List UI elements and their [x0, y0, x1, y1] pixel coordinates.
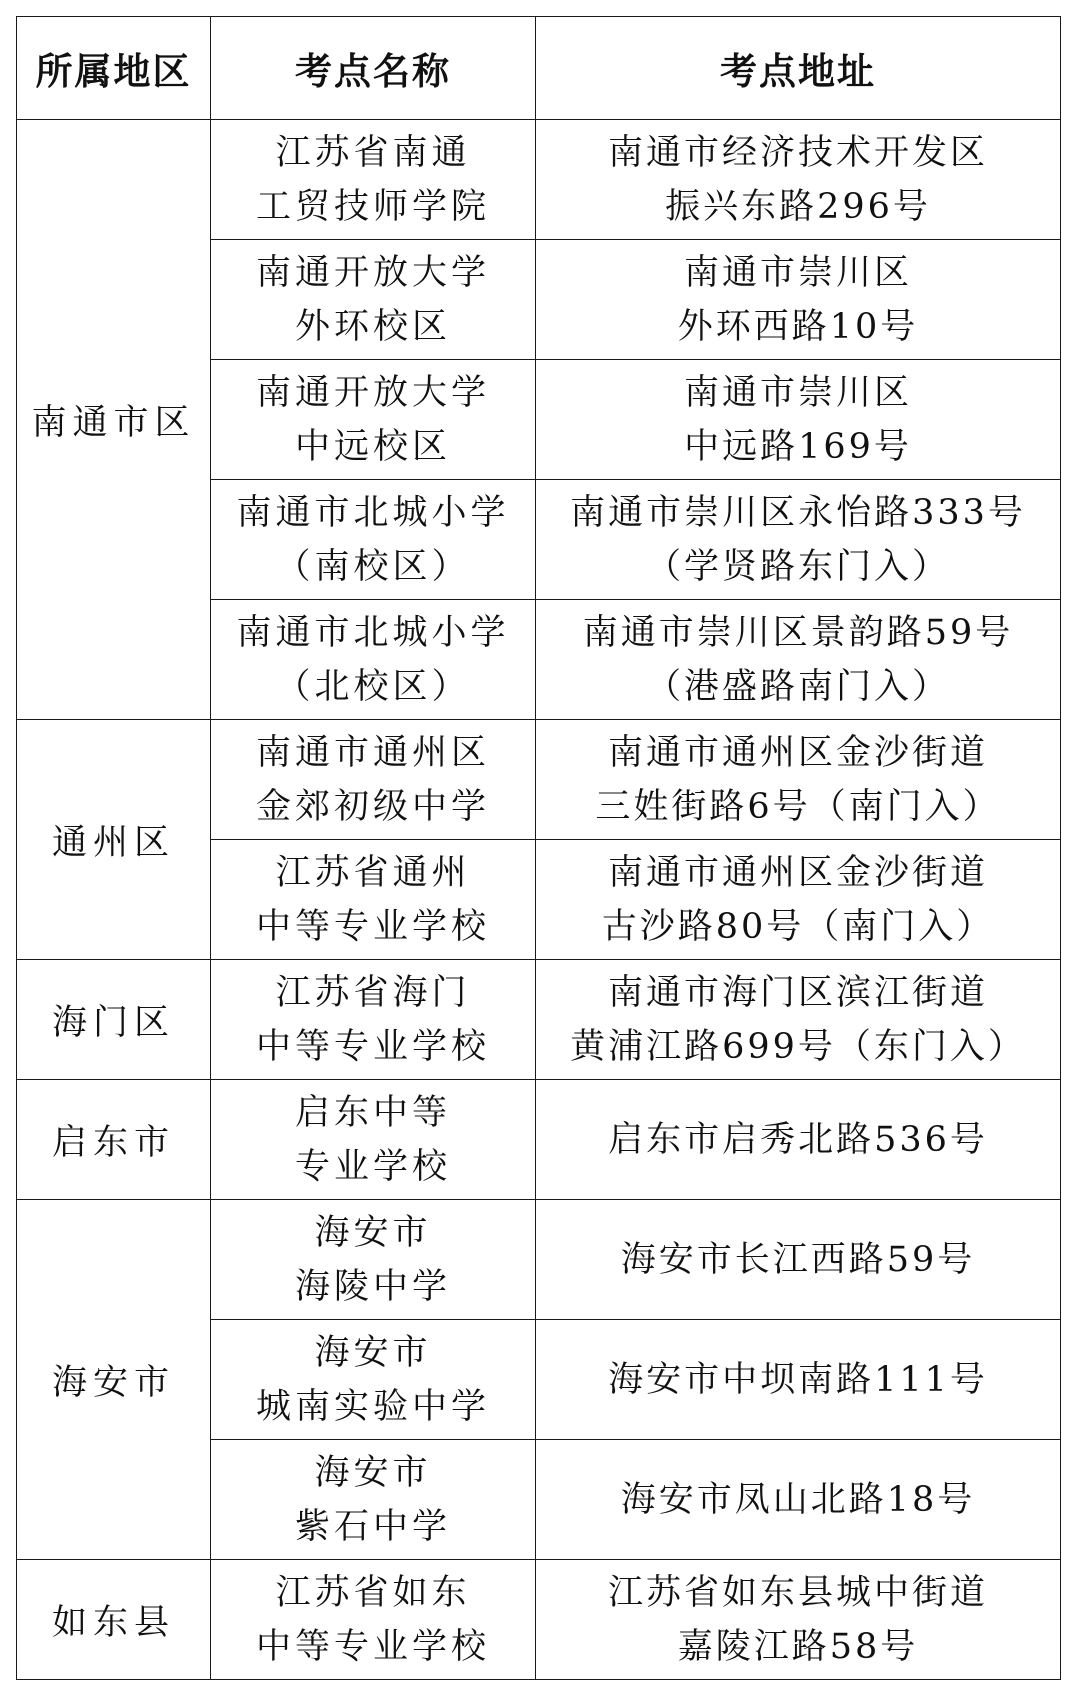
site-address-text: [536, 366, 1060, 474]
site-name-line: 南通开放大学: [255, 252, 490, 293]
site-address-text: [536, 966, 1060, 1074]
site-name-text: [211, 486, 535, 594]
site-name-text: [211, 606, 535, 714]
header-site-name: 考点名称: [211, 17, 536, 120]
site-name-cell: [211, 1440, 536, 1560]
site-address-cell: [536, 720, 1061, 840]
site-address-line: 振兴东路296号: [665, 186, 931, 227]
site-name-line: 外环校区: [294, 306, 451, 347]
site-address-cell: [536, 240, 1061, 360]
region-cell: 通州区: [17, 720, 211, 960]
site-name-line: 金郊初级中学: [255, 786, 490, 827]
site-name-line: 南通市北城小学: [236, 612, 510, 653]
site-name-line: 海陵中学: [294, 1266, 451, 1307]
site-name-line: 南通市通州区: [255, 732, 490, 773]
site-address-text: [536, 486, 1060, 594]
table-header-row: [17, 17, 1061, 120]
site-name-cell: [211, 720, 536, 840]
site-address-text: [536, 846, 1060, 954]
table-row: [17, 1080, 1061, 1200]
site-address-line: 江苏省如东县城中街道: [607, 1572, 988, 1613]
site-address-text: [536, 126, 1060, 234]
site-address-cell: [536, 1440, 1061, 1560]
site-address-line: 海安市凤山北路18号: [620, 1479, 976, 1520]
site-name-cell: [211, 480, 536, 600]
site-name-line: 江苏省海门: [275, 972, 471, 1013]
site-address-cell: [536, 840, 1061, 960]
site-name-line: 工贸技师学院: [255, 186, 490, 227]
site-address-text: [536, 1113, 1060, 1167]
site-name-line: 江苏省通州: [275, 852, 471, 893]
site-address-cell: [536, 960, 1061, 1080]
site-address-line: （港盛路南门入）: [645, 666, 950, 707]
region-cell: 启东市: [17, 1080, 211, 1200]
site-name-cell: [211, 360, 536, 480]
site-address-line: 嘉陵江路58号: [677, 1626, 919, 1667]
site-address-line: 南通市经济技术开发区: [607, 132, 988, 173]
site-name-cell: [211, 960, 536, 1080]
site-name-text: [211, 846, 535, 954]
site-name-line: 紫石中学: [294, 1506, 451, 1547]
site-name-cell: [211, 1200, 536, 1320]
site-address-line: 海安市中坝南路111号: [608, 1359, 988, 1400]
site-name-line: 江苏省南通: [275, 132, 471, 173]
site-address-cell: [536, 1080, 1061, 1200]
site-name-line: 南通开放大学: [255, 372, 490, 413]
site-name-text: [211, 1566, 535, 1674]
site-name-cell: [211, 840, 536, 960]
site-address-line: 中远路169号: [684, 426, 912, 467]
header-region: 所属地区: [17, 17, 211, 120]
site-address-cell: [536, 1200, 1061, 1320]
site-name-cell: [211, 240, 536, 360]
site-address-line: 南通市崇川区景韵路59号: [582, 612, 1014, 653]
site-address-cell: [536, 600, 1061, 720]
exam-site-table: [16, 16, 1061, 1680]
site-address-line: 古沙路80号（南门入）: [601, 906, 995, 947]
site-address-line: 南通市通州区金沙街道: [607, 732, 988, 773]
site-address-line: 外环西路10号: [677, 306, 919, 347]
site-name-cell: [211, 1080, 536, 1200]
site-address-line: （学贤路东门入）: [645, 546, 950, 587]
site-name-text: [211, 966, 535, 1074]
site-address-text: [536, 726, 1060, 834]
site-name-text: [211, 246, 535, 354]
site-address-cell: [536, 1320, 1061, 1440]
region-cell: 海门区: [17, 960, 211, 1080]
site-address-line: 南通市崇川区永怡路333号: [570, 492, 1026, 533]
region-cell: 海安市: [17, 1200, 211, 1560]
site-name-cell: [211, 120, 536, 240]
site-address-text: [536, 1353, 1060, 1407]
site-address-text: [536, 1566, 1060, 1674]
table-row: [17, 1560, 1061, 1680]
site-name-line: （南校区）: [275, 546, 471, 587]
region-cell: 如东县: [17, 1560, 211, 1680]
site-name-line: 南通市北城小学: [236, 492, 510, 533]
site-name-line: 中等专业学校: [255, 906, 490, 947]
table-row: [17, 120, 1061, 240]
site-name-line: （北校区）: [275, 666, 471, 707]
site-name-line: 中等专业学校: [255, 1626, 490, 1667]
site-address-line: 南通市通州区金沙街道: [607, 852, 988, 893]
region-cell: 南通市区: [17, 120, 211, 720]
site-address-line: 南通市崇川区: [683, 372, 912, 413]
site-name-cell: [211, 600, 536, 720]
site-name-line: 城南实验中学: [255, 1386, 490, 1427]
site-address-text: [536, 1473, 1060, 1527]
site-address-line: 海安市长江西路59号: [620, 1239, 976, 1280]
site-address-cell: [536, 1560, 1061, 1680]
site-address-line: 启东市启秀北路536号: [608, 1119, 988, 1160]
site-name-text: [211, 1446, 535, 1554]
site-name-cell: [211, 1320, 536, 1440]
site-name-text: [211, 1326, 535, 1434]
site-address-text: [536, 246, 1060, 354]
site-name-text: [211, 726, 535, 834]
site-name-text: [211, 366, 535, 474]
table-row: [17, 960, 1061, 1080]
site-name-text: [211, 126, 535, 234]
site-name-line: 启东中等: [294, 1092, 451, 1133]
site-address-text: [536, 1233, 1060, 1287]
site-name-line: 中远校区: [294, 426, 451, 467]
site-address-text: [536, 606, 1060, 714]
site-name-line: 海安市: [314, 1452, 432, 1493]
site-name-line: 海安市: [314, 1212, 432, 1253]
site-name-line: 专业学校: [294, 1146, 451, 1187]
site-address-line: 南通市海门区滨江街道: [607, 972, 988, 1013]
site-name-line: 江苏省如东: [275, 1572, 471, 1613]
site-address-cell: [536, 120, 1061, 240]
site-address-cell: [536, 480, 1061, 600]
table-row: [17, 1200, 1061, 1320]
site-name-line: 中等专业学校: [255, 1026, 490, 1067]
site-address-line: 南通市崇川区: [683, 252, 912, 293]
table-row: [17, 720, 1061, 840]
site-name-cell: [211, 1560, 536, 1680]
site-address-cell: [536, 360, 1061, 480]
site-name-text: [211, 1086, 535, 1194]
header-site-address: 考点地址: [536, 17, 1061, 120]
table-body: [17, 120, 1061, 1680]
site-name-line: 海安市: [314, 1332, 432, 1373]
site-address-line: 黄浦江路699号（东门入）: [570, 1026, 1026, 1067]
site-address-line: 三姓街路6号（南门入）: [595, 786, 1001, 827]
site-name-text: [211, 1206, 535, 1314]
